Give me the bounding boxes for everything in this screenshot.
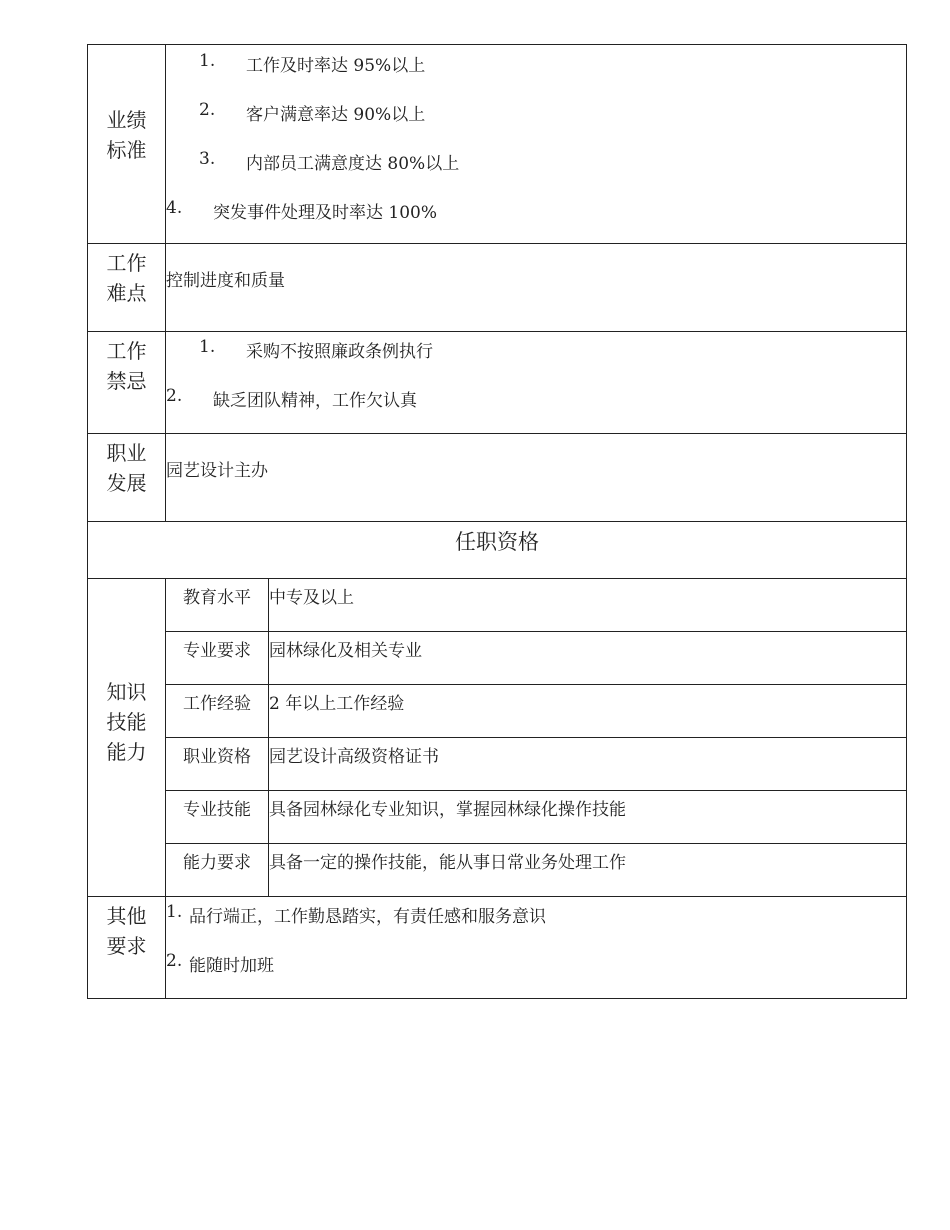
qualification-value: 园艺设计高级资格证书: [269, 738, 907, 791]
qualifications-row: [88, 579, 907, 897]
qualification-key: 工作经验: [166, 685, 269, 738]
other-label: 其他 要求: [88, 897, 166, 999]
qualification-value: 中专及以上: [269, 579, 907, 632]
other-content: 1. 品行端正，工作勤恳踏实，有责任感和服务意识 2. 能随时加班: [166, 897, 907, 999]
career-content: 园艺设计主办: [166, 434, 907, 522]
performance-row: [88, 45, 907, 244]
performance-item: 客户满意率达 90%以上: [246, 105, 426, 125]
job-requirements-table: [87, 44, 907, 999]
performance-item: 内部员工满意度达 80%以上: [246, 154, 460, 174]
qualification-item: [166, 685, 906, 738]
qualification-item: [166, 579, 906, 632]
qualification-key: 专业要求: [166, 632, 269, 685]
qualification-item: [166, 738, 906, 791]
qualification-value: 具备园林绿化专业知识，掌握园林绿化操作技能: [269, 791, 907, 844]
taboo-item: 缺乏团队精神，工作欠认真: [213, 391, 417, 411]
qualifications-inner-table: [166, 579, 906, 896]
other-item: 品行端正，工作勤恳踏实，有责任感和服务意识: [189, 907, 546, 927]
career-row: [88, 434, 907, 522]
qualification-value: 园林绿化及相关专业: [269, 632, 907, 685]
taboo-item: 采购不按照廉政条例执行: [246, 342, 433, 362]
other-item: 能随时加班: [189, 956, 274, 976]
other-row: [88, 897, 907, 999]
qualification-item: [166, 844, 906, 897]
difficulty-content: 控制进度和质量: [166, 244, 907, 332]
taboo-label: 工作 禁忌: [88, 332, 166, 434]
qualifications-title-row: [88, 522, 907, 579]
qualification-key: 职业资格: [166, 738, 269, 791]
qualification-key: 能力要求: [166, 844, 269, 897]
performance-content: 1. 工作及时率达 95%以上 2. 客户满意率达 90%以上 3. 内部员工满意度达 80%以上 4. 突发事件处理及时率达 100%: [166, 45, 907, 244]
qualifications-title: 任职资格: [88, 522, 907, 579]
qualification-key: 专业技能: [166, 791, 269, 844]
qualification-key: 教育水平: [166, 579, 269, 632]
performance-label: 业绩 标准: [88, 45, 166, 244]
performance-item: 工作及时率达 95%以上: [246, 56, 426, 76]
career-label: 职业 发展: [88, 434, 166, 522]
qualification-item: [166, 632, 906, 685]
difficulty-row: [88, 244, 907, 332]
taboo-content: 1. 采购不按照廉政条例执行 2. 缺乏团队精神，工作欠认真: [166, 332, 907, 434]
difficulty-label: 工作 难点: [88, 244, 166, 332]
job-description-document: [87, 44, 907, 999]
taboo-row: [88, 332, 907, 434]
qualification-value: 2 年以上工作经验: [269, 685, 907, 738]
qualification-value: 具备一定的操作技能，能从事日常业务处理工作: [269, 853, 626, 873]
performance-item: 突发事件处理及时率达 100%: [213, 203, 438, 223]
qualifications-label: 知识 技能 能力: [88, 579, 166, 897]
qualifications-content: [166, 579, 907, 897]
qualification-item: [166, 791, 906, 844]
